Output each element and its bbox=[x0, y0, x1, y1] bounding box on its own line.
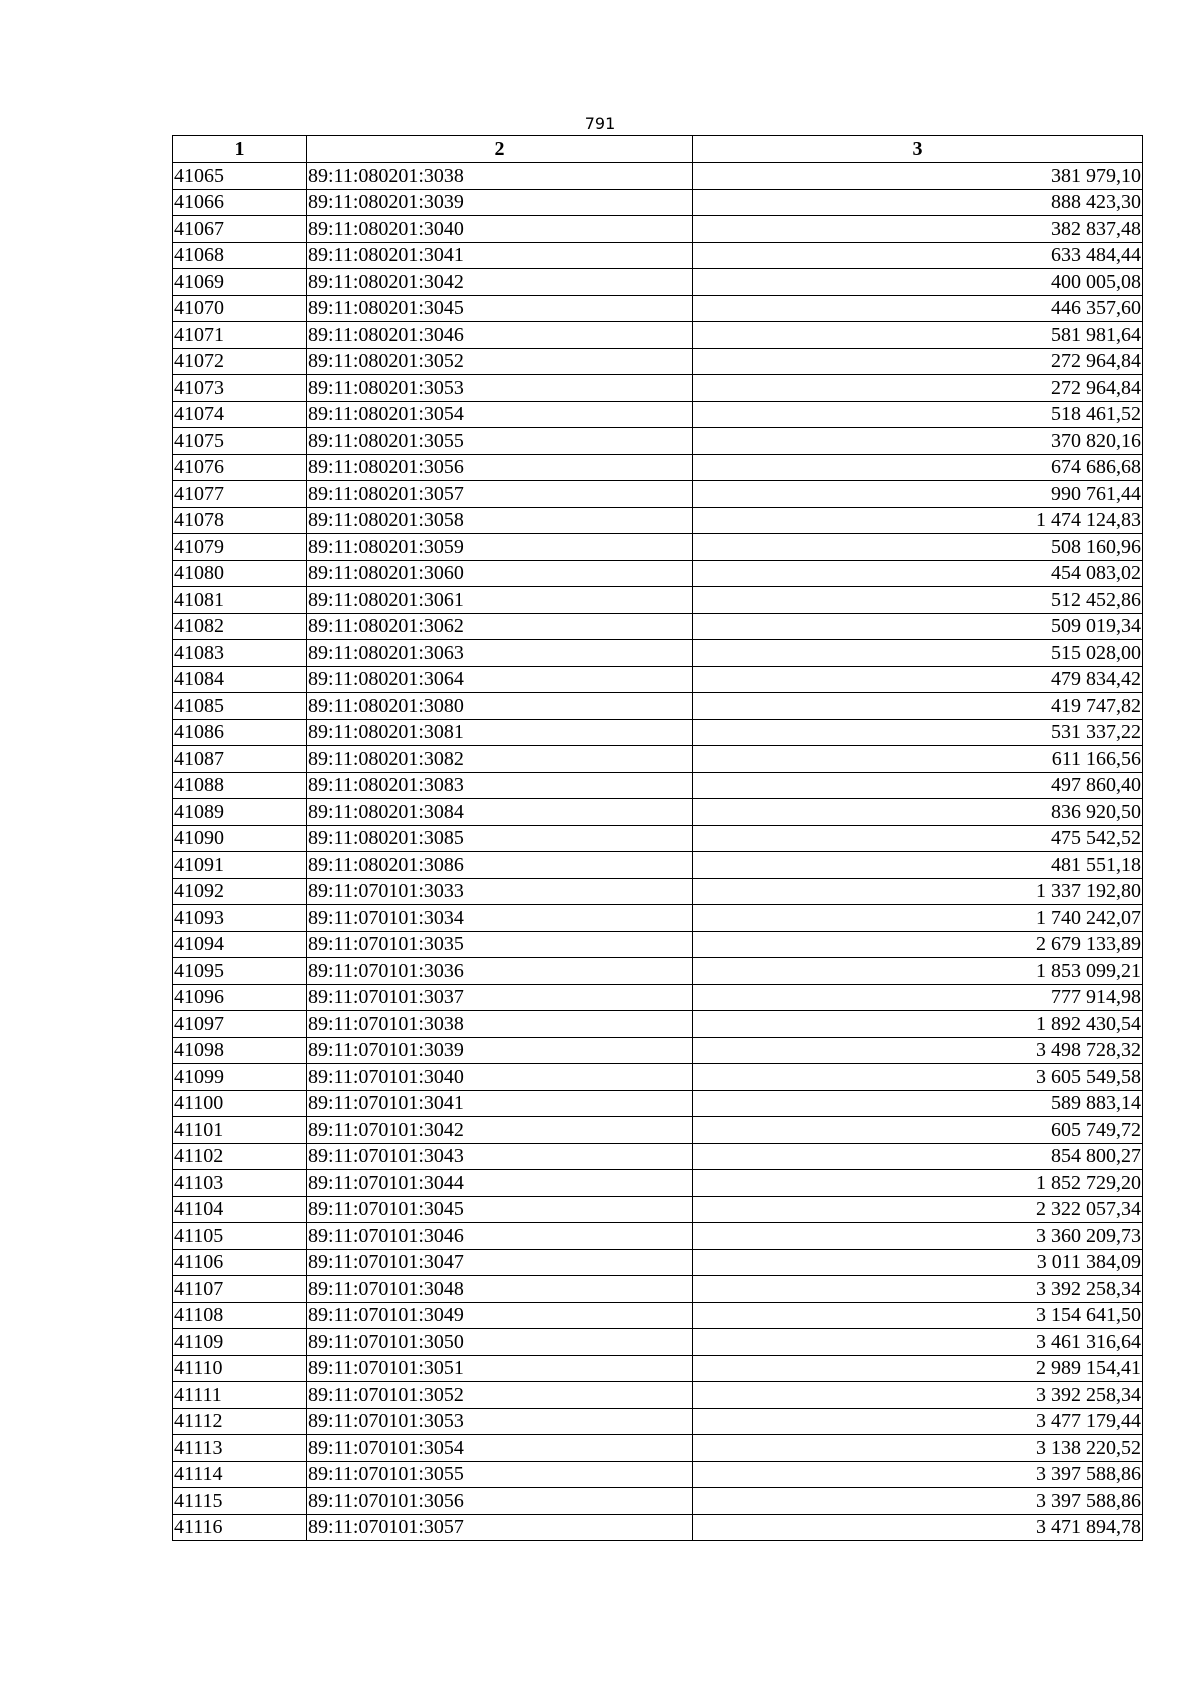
row-number-cell: 41081 bbox=[173, 587, 307, 614]
table-row bbox=[173, 878, 1143, 905]
value-cell: 512 452,86 bbox=[693, 587, 1143, 614]
value-cell: 674 686,68 bbox=[693, 454, 1143, 481]
value-cell: 605 749,72 bbox=[693, 1117, 1143, 1144]
table-row bbox=[173, 1143, 1143, 1170]
value-cell: 518 461,52 bbox=[693, 401, 1143, 428]
column-header-3: 3 bbox=[693, 136, 1143, 163]
row-number-cell: 41100 bbox=[173, 1090, 307, 1117]
table-row bbox=[173, 1064, 1143, 1091]
row-number-cell: 41077 bbox=[173, 481, 307, 508]
cadastral-number-cell: 89:11:070101:3044 bbox=[307, 1170, 693, 1197]
row-number-cell: 41097 bbox=[173, 1011, 307, 1038]
cadastral-number-cell: 89:11:080201:3052 bbox=[307, 348, 693, 375]
value-cell: 3 154 641,50 bbox=[693, 1302, 1143, 1329]
row-number-cell: 41066 bbox=[173, 189, 307, 216]
cadastral-number-cell: 89:11:070101:3055 bbox=[307, 1461, 693, 1488]
table-row bbox=[173, 1302, 1143, 1329]
value-cell: 419 747,82 bbox=[693, 693, 1143, 720]
cadastral-number-cell: 89:11:070101:3042 bbox=[307, 1117, 693, 1144]
table-row bbox=[173, 322, 1143, 349]
cadastral-number-cell: 89:11:080201:3063 bbox=[307, 640, 693, 667]
cadastral-number-cell: 89:11:070101:3045 bbox=[307, 1196, 693, 1223]
row-number-cell: 41107 bbox=[173, 1276, 307, 1303]
row-number-cell: 41075 bbox=[173, 428, 307, 455]
table-row bbox=[173, 905, 1143, 932]
table-row bbox=[173, 534, 1143, 561]
cadastral-number-cell: 89:11:080201:3064 bbox=[307, 666, 693, 693]
row-number-cell: 41083 bbox=[173, 640, 307, 667]
row-number-cell: 41065 bbox=[173, 163, 307, 190]
table-row bbox=[173, 1011, 1143, 1038]
cadastral-number-cell: 89:11:080201:3086 bbox=[307, 852, 693, 879]
row-number-cell: 41088 bbox=[173, 772, 307, 799]
cadastral-number-cell: 89:11:070101:3038 bbox=[307, 1011, 693, 1038]
value-cell: 836 920,50 bbox=[693, 799, 1143, 826]
row-number-cell: 41108 bbox=[173, 1302, 307, 1329]
value-cell: 1 852 729,20 bbox=[693, 1170, 1143, 1197]
row-number-cell: 41085 bbox=[173, 693, 307, 720]
value-cell: 446 357,60 bbox=[693, 295, 1143, 322]
row-number-cell: 41111 bbox=[173, 1382, 307, 1409]
value-cell: 3 138 220,52 bbox=[693, 1435, 1143, 1462]
row-number-cell: 41078 bbox=[173, 507, 307, 534]
row-number-cell: 41069 bbox=[173, 269, 307, 296]
table-body bbox=[173, 163, 1143, 1541]
table-row bbox=[173, 772, 1143, 799]
cadastral-number-cell: 89:11:070101:3037 bbox=[307, 984, 693, 1011]
cadastral-number-cell: 89:11:080201:3062 bbox=[307, 613, 693, 640]
row-number-cell: 41079 bbox=[173, 534, 307, 561]
cadastral-number-cell: 89:11:070101:3033 bbox=[307, 878, 693, 905]
cadastral-number-cell: 89:11:070101:3051 bbox=[307, 1355, 693, 1382]
value-cell: 3 605 549,58 bbox=[693, 1064, 1143, 1091]
value-cell: 854 800,27 bbox=[693, 1143, 1143, 1170]
cadastral-number-cell: 89:11:070101:3054 bbox=[307, 1435, 693, 1462]
value-cell: 1 892 430,54 bbox=[693, 1011, 1143, 1038]
cadastral-number-cell: 89:11:080201:3053 bbox=[307, 375, 693, 402]
table-row bbox=[173, 1249, 1143, 1276]
table-row bbox=[173, 1408, 1143, 1435]
row-number-cell: 41115 bbox=[173, 1488, 307, 1515]
row-number-cell: 41071 bbox=[173, 322, 307, 349]
cadastral-number-cell: 89:11:070101:3039 bbox=[307, 1037, 693, 1064]
value-cell: 1 474 124,83 bbox=[693, 507, 1143, 534]
cadastral-number-cell: 89:11:070101:3034 bbox=[307, 905, 693, 932]
table-row bbox=[173, 1223, 1143, 1250]
table-row bbox=[173, 666, 1143, 693]
cadastral-value-table bbox=[172, 135, 1143, 1541]
value-cell: 633 484,44 bbox=[693, 242, 1143, 269]
cadastral-number-cell: 89:11:080201:3085 bbox=[307, 825, 693, 852]
row-number-cell: 41070 bbox=[173, 295, 307, 322]
table-row bbox=[173, 163, 1143, 190]
cadastral-number-cell: 89:11:070101:3043 bbox=[307, 1143, 693, 1170]
table-row bbox=[173, 454, 1143, 481]
row-number-cell: 41072 bbox=[173, 348, 307, 375]
table-row bbox=[173, 640, 1143, 667]
row-number-cell: 41103 bbox=[173, 1170, 307, 1197]
row-number-cell: 41096 bbox=[173, 984, 307, 1011]
table-row bbox=[173, 560, 1143, 587]
cadastral-number-cell: 89:11:070101:3036 bbox=[307, 958, 693, 985]
value-cell: 1 740 242,07 bbox=[693, 905, 1143, 932]
value-cell: 272 964,84 bbox=[693, 375, 1143, 402]
value-cell: 3 397 588,86 bbox=[693, 1488, 1143, 1515]
table-row bbox=[173, 1117, 1143, 1144]
row-number-cell: 41076 bbox=[173, 454, 307, 481]
row-number-cell: 41113 bbox=[173, 1435, 307, 1462]
cadastral-number-cell: 89:11:070101:3041 bbox=[307, 1090, 693, 1117]
table-row bbox=[173, 825, 1143, 852]
row-number-cell: 41087 bbox=[173, 746, 307, 773]
table-row bbox=[173, 1196, 1143, 1223]
row-number-cell: 41068 bbox=[173, 242, 307, 269]
cadastral-number-cell: 89:11:080201:3057 bbox=[307, 481, 693, 508]
row-number-cell: 41105 bbox=[173, 1223, 307, 1250]
cadastral-number-cell: 89:11:070101:3035 bbox=[307, 931, 693, 958]
row-number-cell: 41091 bbox=[173, 852, 307, 879]
table-row bbox=[173, 242, 1143, 269]
row-number-cell: 41086 bbox=[173, 719, 307, 746]
value-cell: 475 542,52 bbox=[693, 825, 1143, 852]
cadastral-number-cell: 89:11:080201:3054 bbox=[307, 401, 693, 428]
column-header-2: 2 bbox=[307, 136, 693, 163]
cadastral-number-cell: 89:11:070101:3056 bbox=[307, 1488, 693, 1515]
value-cell: 990 761,44 bbox=[693, 481, 1143, 508]
value-cell: 2 989 154,41 bbox=[693, 1355, 1143, 1382]
cadastral-number-cell: 89:11:080201:3061 bbox=[307, 587, 693, 614]
table-row bbox=[173, 481, 1143, 508]
table-row bbox=[173, 295, 1143, 322]
table-row bbox=[173, 1461, 1143, 1488]
table-row bbox=[173, 189, 1143, 216]
table-row bbox=[173, 1514, 1143, 1541]
table-row bbox=[173, 613, 1143, 640]
cadastral-number-cell: 89:11:080201:3081 bbox=[307, 719, 693, 746]
cadastral-number-cell: 89:11:080201:3083 bbox=[307, 772, 693, 799]
value-cell: 272 964,84 bbox=[693, 348, 1143, 375]
column-header-1: 1 bbox=[173, 136, 307, 163]
table-row bbox=[173, 216, 1143, 243]
value-cell: 481 551,18 bbox=[693, 852, 1143, 879]
table-row bbox=[173, 428, 1143, 455]
table-row bbox=[173, 1382, 1143, 1409]
value-cell: 3 392 258,34 bbox=[693, 1382, 1143, 1409]
row-number-cell: 41112 bbox=[173, 1408, 307, 1435]
row-number-cell: 41084 bbox=[173, 666, 307, 693]
table-row bbox=[173, 1435, 1143, 1462]
value-cell: 3 397 588,86 bbox=[693, 1461, 1143, 1488]
row-number-cell: 41074 bbox=[173, 401, 307, 428]
row-number-cell: 41067 bbox=[173, 216, 307, 243]
value-cell: 2 322 057,34 bbox=[693, 1196, 1143, 1223]
value-cell: 400 005,08 bbox=[693, 269, 1143, 296]
cadastral-number-cell: 89:11:080201:3040 bbox=[307, 216, 693, 243]
value-cell: 3 011 384,09 bbox=[693, 1249, 1143, 1276]
row-number-cell: 41110 bbox=[173, 1355, 307, 1382]
cadastral-number-cell: 89:11:080201:3059 bbox=[307, 534, 693, 561]
row-number-cell: 41104 bbox=[173, 1196, 307, 1223]
cadastral-number-cell: 89:11:070101:3050 bbox=[307, 1329, 693, 1356]
row-number-cell: 41098 bbox=[173, 1037, 307, 1064]
row-number-cell: 41080 bbox=[173, 560, 307, 587]
cadastral-number-cell: 89:11:070101:3049 bbox=[307, 1302, 693, 1329]
table-row bbox=[173, 1329, 1143, 1356]
row-number-cell: 41109 bbox=[173, 1329, 307, 1356]
cadastral-number-cell: 89:11:070101:3047 bbox=[307, 1249, 693, 1276]
value-cell: 611 166,56 bbox=[693, 746, 1143, 773]
value-cell: 381 979,10 bbox=[693, 163, 1143, 190]
row-number-cell: 41089 bbox=[173, 799, 307, 826]
row-number-cell: 41094 bbox=[173, 931, 307, 958]
table-row bbox=[173, 507, 1143, 534]
table-row bbox=[173, 1488, 1143, 1515]
table-row bbox=[173, 587, 1143, 614]
cadastral-number-cell: 89:11:080201:3055 bbox=[307, 428, 693, 455]
value-cell: 3 360 209,73 bbox=[693, 1223, 1143, 1250]
page-number: 791 bbox=[584, 114, 616, 133]
row-number-cell: 41082 bbox=[173, 613, 307, 640]
cadastral-number-cell: 89:11:070101:3048 bbox=[307, 1276, 693, 1303]
cadastral-number-cell: 89:11:070101:3046 bbox=[307, 1223, 693, 1250]
value-cell: 3 392 258,34 bbox=[693, 1276, 1143, 1303]
value-cell: 497 860,40 bbox=[693, 772, 1143, 799]
value-cell: 3 461 316,64 bbox=[693, 1329, 1143, 1356]
table-row bbox=[173, 958, 1143, 985]
table-row bbox=[173, 719, 1143, 746]
table-row bbox=[173, 1037, 1143, 1064]
value-cell: 382 837,48 bbox=[693, 216, 1143, 243]
cadastral-number-cell: 89:11:080201:3058 bbox=[307, 507, 693, 534]
table-row bbox=[173, 348, 1143, 375]
cadastral-number-cell: 89:11:070101:3057 bbox=[307, 1514, 693, 1541]
table-row bbox=[173, 1276, 1143, 1303]
table-header-row bbox=[173, 136, 1143, 163]
cadastral-number-cell: 89:11:080201:3039 bbox=[307, 189, 693, 216]
value-cell: 1 337 192,80 bbox=[693, 878, 1143, 905]
row-number-cell: 41095 bbox=[173, 958, 307, 985]
value-cell: 479 834,42 bbox=[693, 666, 1143, 693]
row-number-cell: 41092 bbox=[173, 878, 307, 905]
cadastral-number-cell: 89:11:080201:3056 bbox=[307, 454, 693, 481]
table-row bbox=[173, 401, 1143, 428]
table-row bbox=[173, 931, 1143, 958]
value-cell: 2 679 133,89 bbox=[693, 931, 1143, 958]
cadastral-number-cell: 89:11:080201:3042 bbox=[307, 269, 693, 296]
value-cell: 777 914,98 bbox=[693, 984, 1143, 1011]
cadastral-number-cell: 89:11:080201:3038 bbox=[307, 163, 693, 190]
cadastral-number-cell: 89:11:080201:3060 bbox=[307, 560, 693, 587]
table-row bbox=[173, 1355, 1143, 1382]
row-number-cell: 41106 bbox=[173, 1249, 307, 1276]
row-number-cell: 41101 bbox=[173, 1117, 307, 1144]
row-number-cell: 41073 bbox=[173, 375, 307, 402]
row-number-cell: 41102 bbox=[173, 1143, 307, 1170]
value-cell: 515 028,00 bbox=[693, 640, 1143, 667]
value-cell: 888 423,30 bbox=[693, 189, 1143, 216]
value-cell: 508 160,96 bbox=[693, 534, 1143, 561]
value-cell: 1 853 099,21 bbox=[693, 958, 1143, 985]
row-number-cell: 41114 bbox=[173, 1461, 307, 1488]
cadastral-number-cell: 89:11:070101:3040 bbox=[307, 1064, 693, 1091]
table-row bbox=[173, 1170, 1143, 1197]
value-cell: 581 981,64 bbox=[693, 322, 1143, 349]
table-row bbox=[173, 984, 1143, 1011]
table-row bbox=[173, 693, 1143, 720]
value-cell: 589 883,14 bbox=[693, 1090, 1143, 1117]
value-cell: 370 820,16 bbox=[693, 428, 1143, 455]
row-number-cell: 41093 bbox=[173, 905, 307, 932]
cadastral-number-cell: 89:11:080201:3082 bbox=[307, 746, 693, 773]
row-number-cell: 41099 bbox=[173, 1064, 307, 1091]
row-number-cell: 41090 bbox=[173, 825, 307, 852]
cadastral-number-cell: 89:11:080201:3045 bbox=[307, 295, 693, 322]
value-cell: 3 477 179,44 bbox=[693, 1408, 1143, 1435]
table-row bbox=[173, 375, 1143, 402]
cadastral-number-cell: 89:11:080201:3041 bbox=[307, 242, 693, 269]
cadastral-number-cell: 89:11:080201:3084 bbox=[307, 799, 693, 826]
table-row bbox=[173, 746, 1143, 773]
cadastral-number-cell: 89:11:080201:3080 bbox=[307, 693, 693, 720]
value-cell: 3 498 728,32 bbox=[693, 1037, 1143, 1064]
value-cell: 3 471 894,78 bbox=[693, 1514, 1143, 1541]
value-cell: 454 083,02 bbox=[693, 560, 1143, 587]
cadastral-number-cell: 89:11:070101:3053 bbox=[307, 1408, 693, 1435]
table-row bbox=[173, 1090, 1143, 1117]
table-row bbox=[173, 269, 1143, 296]
table-row bbox=[173, 852, 1143, 879]
row-number-cell: 41116 bbox=[173, 1514, 307, 1541]
value-cell: 509 019,34 bbox=[693, 613, 1143, 640]
cadastral-number-cell: 89:11:080201:3046 bbox=[307, 322, 693, 349]
value-cell: 531 337,22 bbox=[693, 719, 1143, 746]
table-row bbox=[173, 799, 1143, 826]
cadastral-number-cell: 89:11:070101:3052 bbox=[307, 1382, 693, 1409]
